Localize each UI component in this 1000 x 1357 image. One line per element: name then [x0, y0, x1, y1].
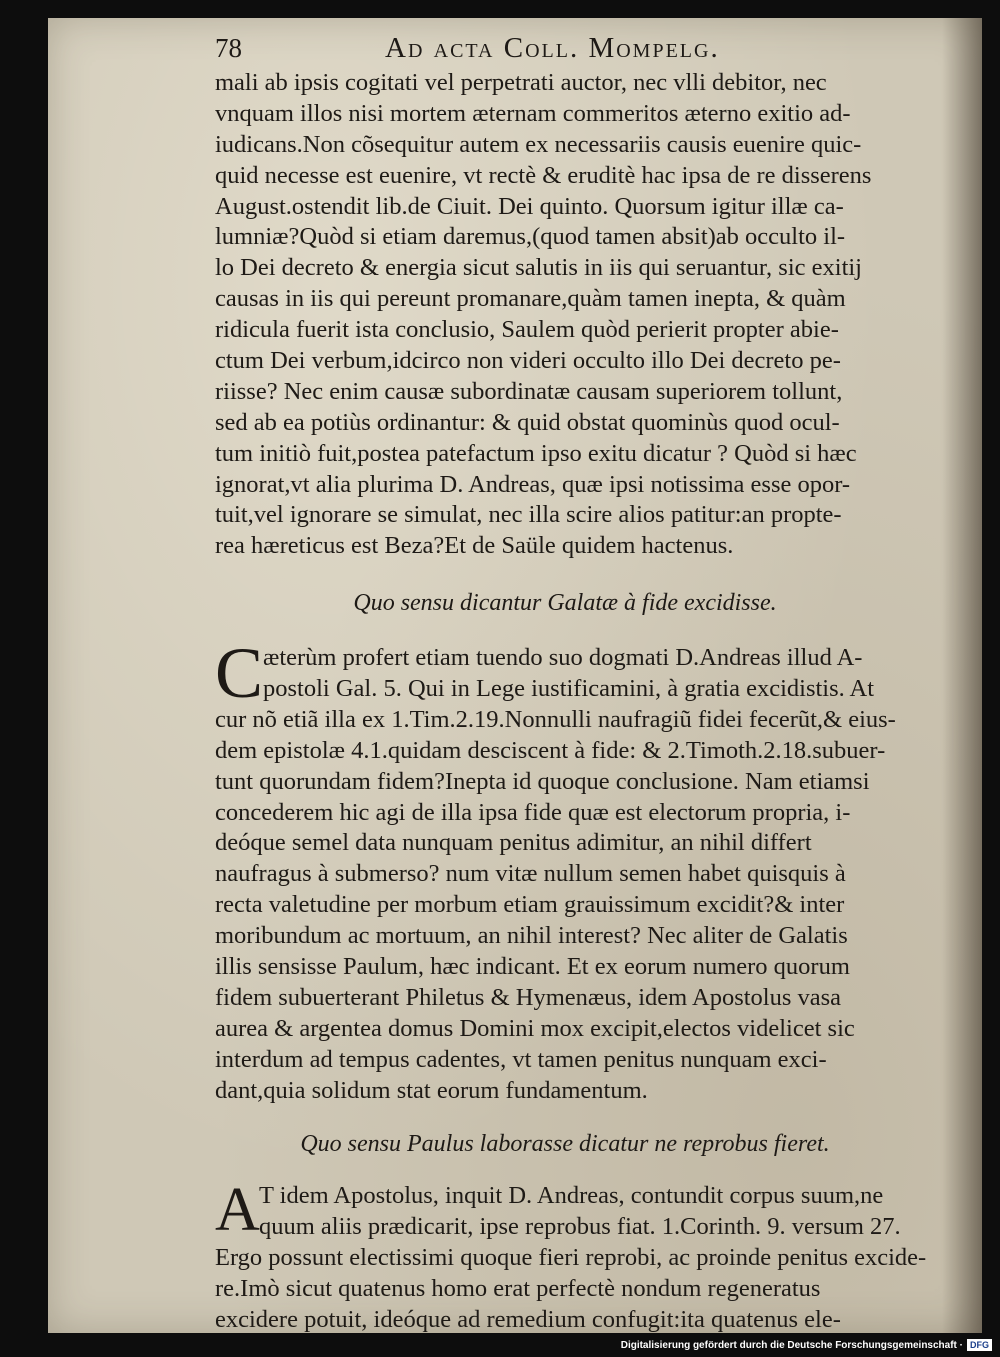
text-line: cur nõ etiã illa ex 1.Tim.2.19.Nonnulli naufragiũ fidei fecerũt,& eius-: [215, 705, 896, 733]
text-line: dant,quia solidum stat eorum fundamentum.: [215, 1076, 648, 1104]
paragraph-3: [215, 1176, 927, 1333]
drop-cap-c: C: [215, 633, 264, 714]
book-page: [48, 18, 982, 1333]
text-line: riisse? Nec enim causæ subordinatæ causam superiorem tollunt,: [215, 377, 843, 405]
text-line: tuit,vel ignorare se simulat, nec illa scire alios patitur:an propte-: [215, 501, 842, 529]
dfg-logo: DFG: [967, 1339, 992, 1351]
drop-cap-a: A: [215, 1176, 260, 1245]
text-line: deóque semel data nunquam penitus adimitur, an nihil differt: [215, 829, 812, 857]
text-line: naufragus à submerso? num vitæ nullum semen habet quisquis à: [215, 860, 846, 888]
running-head: Ad acta Coll. Mompelg.: [385, 32, 720, 64]
text-line: excidere potuit, ideóque ad remedium confugit:ita quatenus ele-: [215, 1305, 841, 1333]
text-line: rea hæreticus est Beza?Et de Saüle quidem hactenus.: [215, 532, 734, 560]
page-number: 78: [215, 33, 242, 63]
text-line: æterùm profert etiam tuendo suo dogmati D.Andreas illud A-: [263, 644, 863, 672]
paragraph-2: [215, 633, 915, 1106]
text-line: postoli Gal. 5. Qui in Lege iustificamini, à gratia excidistis. At: [263, 675, 875, 703]
text-line: August.ostendit lib.de Ciuit. Dei quinto. Quorsum igitur illæ ca-: [215, 192, 844, 220]
page-gutter-shadow: [942, 18, 982, 1333]
text-line: lo Dei decreto & energia sicut salutis in iis qui seruantur, sic exitij: [215, 254, 862, 282]
text-line: sed ab ea potiùs ordinantur: & quid obstat quominùs quod ocul-: [215, 408, 840, 436]
section-heading-paulus: Quo sensu Paulus laborasse dicatur ne reprobus fieret.: [300, 1130, 830, 1157]
text-line: lumniæ?Quòd si etiam daremus,(quod tamen absit)ab occulto il-: [215, 223, 846, 251]
text-line: recta valetudine per morbum etiam grauissimum excidit?& inter: [215, 891, 845, 919]
text-line: quid necesse est euenire, vt rectè & eruditè hac ipsa de re disserens: [215, 161, 872, 189]
text-line: causas in iis qui pereunt promanare,quàm tamen inepta, & quàm: [215, 285, 846, 313]
text-line: fidem subuerterant Philetus & Hymenæus, idem Apostolus vasa: [215, 983, 842, 1011]
text-line: interdum ad tempus cadentes, vt tamen penitus nunquam exci-: [215, 1045, 827, 1073]
text-line: ctum Dei verbum,idcirco non videri occulto illo Dei decreto pe-: [215, 347, 841, 375]
text-line: re.Imò sicut quatenus homo erat perfectè nondum regeneratus: [215, 1275, 821, 1303]
text-line: aurea & argentea domus Domini mox excipit,electos videlicet sic: [215, 1014, 855, 1042]
text-line: ridicula fuerit ista conclusio, Saulem quòd perierit propter abie-: [215, 316, 839, 344]
text-line: moribundum ac mortuum, an nihil interest? Nec aliter de Galatis: [215, 922, 848, 950]
text-line: ignorat,vt alia plurima D. Andreas, quæ ipsi notissima esse opor-: [215, 470, 851, 498]
text-line: tum initiò fuit,postea patefactum ipso exitu dicatur ? Quòd si hæc: [215, 439, 857, 467]
text-line: vnquam illos nisi mortem æternam commeritos æterno exitio ad-: [215, 99, 851, 127]
section-heading-galatae: Quo sensu dicantur Galatæ à fide excidisse.: [353, 590, 777, 617]
text-line: illis sensisse Paulum, hæc indicant. Et ex eorum numero quorum: [215, 953, 850, 981]
footer-text: Digitalisierung gefördert durch die Deutsche Forschungsgemeinschaft ·: [620, 1339, 963, 1351]
text-line: dem epistolæ 4.1.quidam desciscent à fide: & 2.Timoth.2.18.subuer-: [215, 736, 886, 764]
page-text: [215, 32, 927, 1333]
text-line: iudicans.Non cõsequitur autem ex necessariis causis euenire quic-: [215, 130, 862, 158]
text-line: concederem hic agi de illa ipsa fide quæ est electorum propria, i-: [215, 798, 851, 826]
text-line: quum aliis prædicarit, ipse reprobus fiat. 1.Corinth. 9. versum 27.: [259, 1213, 901, 1241]
digitization-footer: [621, 1339, 992, 1351]
text-line: Ergo possunt electissimi quoque fieri reprobi, ac proinde penitus excide-: [215, 1244, 927, 1272]
text-line: T idem Apostolus, inquit D. Andreas, contundit corpus suum,ne: [259, 1182, 884, 1210]
text-line: tunt quorundam fidem?Inepta id quoque conclusione. Nam etiamsi: [215, 767, 870, 795]
paragraph-1: [215, 68, 915, 562]
page-header: [215, 32, 915, 68]
text-line: mali ab ipsis cogitati vel perpetrati auctor, nec vlli debitor, nec: [215, 69, 827, 96]
